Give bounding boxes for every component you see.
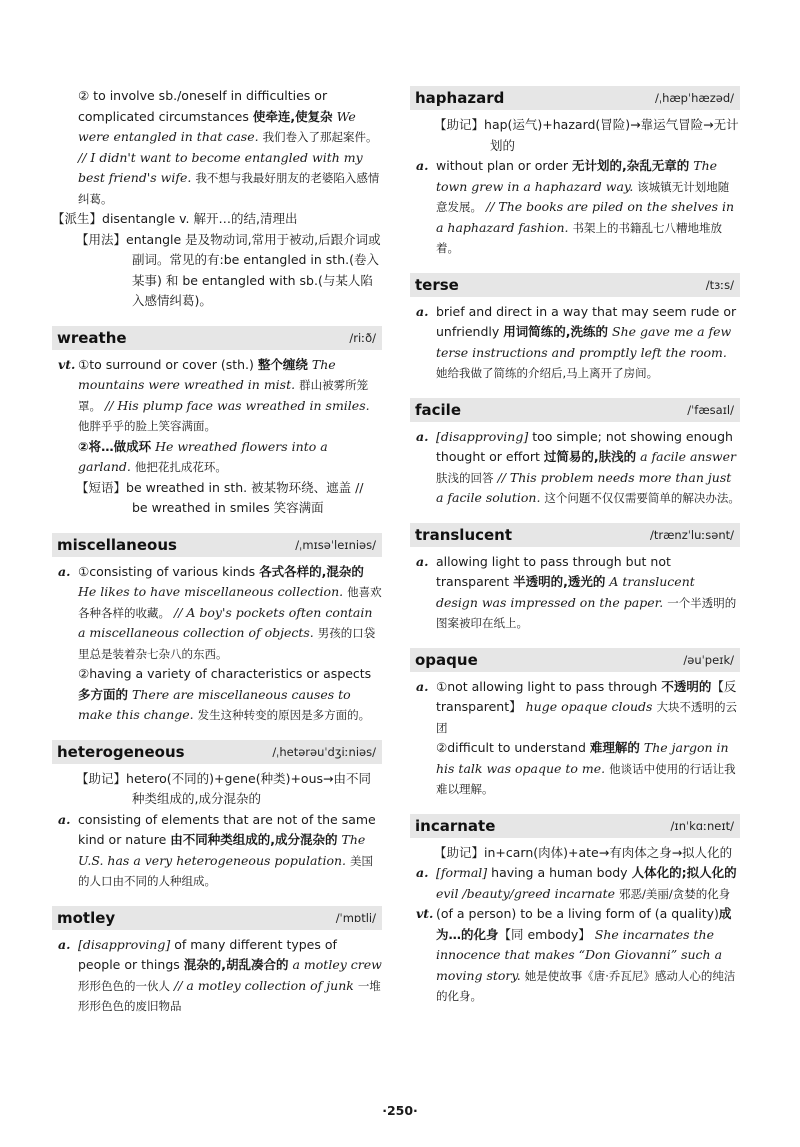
sense-text [410, 677, 740, 739]
entry-opaque [410, 648, 740, 800]
usage-text: entangle 是及物动词,常用于被动,后跟介词或副词。常见的有:be entangled in sth.(卷入某事) 和 be entangled with sb.(与某人陷入感情纠葛)。 [126, 231, 381, 308]
headword: motley [57, 908, 116, 927]
example-zh: 他胖乎乎的脸上笑容满面。 [78, 419, 216, 433]
part-of-speech: a. [58, 936, 71, 952]
example-zh: 这个问题不仅仅需要简单的解决办法。 [544, 491, 740, 505]
headword: incarnate [415, 816, 496, 835]
memo-line [410, 115, 740, 156]
sense-text [52, 810, 382, 892]
usage-label: [disapproving] [436, 428, 529, 444]
definition: (of a person) to be a living form of (a quality) [436, 906, 719, 921]
example-zh: 该城镇无计划地随意发展。 [436, 179, 730, 214]
example: A translucent design was impressed on the paper. [436, 574, 695, 610]
memo-text: hetero(不同的)+gene(种类)+ous→由不同种类组成的,成分混杂的 [126, 770, 371, 806]
usage-line [52, 230, 382, 312]
example-zh: 书架上的书籍乱七八糟地堆放着。 [436, 220, 722, 255]
part-of-speech: a. [416, 428, 429, 444]
definition-zh: 过简易的,肤浅的 [543, 449, 637, 464]
definition-zh: 多方面的 [78, 686, 129, 702]
example: He likes to have miscellaneous collection. [78, 584, 344, 599]
example-zh: 形形色色的一伙人 [78, 978, 170, 993]
sense-text: a. [disapproving] of many different types of people or things 混杂的,胡乱凑合的 a motley crew 形形色色的一伙人 // a motley collection of junk 一堆形形色色的废旧物品 [58, 936, 382, 1013]
definition: having a human body [491, 865, 628, 880]
right-column [410, 86, 740, 1021]
example-zh: 我们卷入了那起案件。 [262, 130, 378, 144]
example: She gave me a few terse instructions and promptly left the room. [436, 324, 732, 360]
definition: allowing light to pass through but not transparent [436, 553, 671, 589]
entry-motley [52, 906, 382, 1017]
example-zh: 他把花扎成花环。 [134, 460, 227, 474]
definition-zh: 各式各样的,混杂的 [259, 563, 364, 579]
sense-text: vt. ①to surround or cover (sth.) 整个缠绕 The mountains were wreathed in mist. 群山被雾所笼罩。 // His plump face was wreathed in smiles. 他胖乎乎的脸上笑容满面。 [58, 356, 370, 433]
definition-zh: 整个缠绕 [257, 356, 308, 372]
headword-bar [410, 273, 740, 297]
definition-zh: 人体化的;拟人化的 [631, 865, 737, 880]
headword-bar [52, 326, 382, 350]
definition: ②difficult to understand [436, 740, 586, 755]
derived-line [52, 209, 382, 230]
headword-bar [410, 523, 740, 547]
example-zh: 他谈话中使用的行话让我难以理解。 [436, 761, 736, 796]
definition: consisting of elements that are not of the same kind or nature [78, 811, 376, 847]
headword: haphazard [415, 89, 505, 107]
synonym: 【同 embody】 [498, 926, 591, 942]
example-zh: 她是使故事《唐·乔瓦尼》感动人心的纯洁的化身。 [436, 968, 736, 1003]
example: a facile answer [640, 449, 736, 464]
headword: translucent [415, 525, 513, 544]
headword-bar [52, 906, 382, 930]
phrase-text: be wreathed in sth. 被某物环绕、遮盖 // be wreathed in smiles 笑容满面 [126, 479, 364, 515]
derived-text: disentangle v. 解开…的结,清理出 [102, 211, 298, 226]
sense-text [410, 904, 740, 1007]
pronunciation: /ɪnˈkɑːneɪt/ [670, 818, 734, 833]
phrase-tag: 【短语】 [76, 479, 127, 495]
definition: ②having a variety of characteristics or aspects [78, 666, 372, 681]
example: The mountains were wreathed in mist. [78, 356, 336, 392]
entry-miscellaneous [52, 533, 382, 726]
example: He wreathed flowers into a garland. [78, 438, 328, 474]
part-of-speech: a. [416, 303, 429, 319]
headword: heterogeneous [57, 742, 185, 761]
definition-zh: 用词简练的,洗练的 [503, 324, 609, 339]
entry-facile [410, 398, 740, 509]
page-number: ·250· [382, 1103, 418, 1118]
example-zh: 大块不透明的云团 [436, 700, 737, 735]
example-zh: 一个半透明的图案被印在纸上。 [436, 595, 737, 630]
left-column [52, 86, 382, 1031]
example: a motley crew [292, 957, 382, 972]
example: There are miscellaneous causes to make this change. [78, 686, 351, 722]
definition: ② to involve sb./oneself in difficulties or complicated circumstances [78, 88, 328, 124]
part-of-speech: vt. [58, 356, 76, 372]
pronunciation: /tɜːs/ [705, 277, 734, 292]
headword-bar [410, 814, 740, 838]
part-of-speech: a. [416, 678, 429, 694]
entry-entangle-continued [52, 86, 382, 312]
example-zh: 邪恶/美丽/贪婪的化身 [618, 886, 731, 901]
pronunciation: /ˌhæpˈhæzəd/ [655, 91, 734, 105]
sense-text [410, 302, 740, 384]
definition: ①to surround or cover (sth.) [78, 356, 254, 372]
headword-bar [410, 398, 740, 422]
pronunciation: /trænzˈluːsənt/ [650, 527, 734, 542]
headword: miscellaneous [57, 535, 177, 554]
part-of-speech: a. [416, 553, 429, 569]
pronunciation: /ˈfæsaɪl/ [687, 402, 734, 417]
definition-zh: 半透明的,透光的 [513, 574, 606, 589]
example: evil /beauty/greed incarnate [436, 885, 615, 901]
headword-bar [410, 648, 740, 672]
definition-zh: 不透明的 [661, 678, 712, 694]
part-of-speech: a. [58, 563, 71, 579]
example: A boy's pockets often contain a miscellaneous collection of objects. [78, 604, 373, 640]
memo-tag: 【助记】 [434, 844, 485, 860]
pronunciation: /ˌhetərəuˈdʒiːniəs/ [272, 744, 376, 759]
sense-text [410, 552, 740, 634]
pronunciation: /ˌmɪsəˈleɪniəs/ [295, 537, 376, 552]
example: a motley collection of junk [186, 977, 354, 993]
definition: of many different types of people or things [78, 936, 337, 972]
example: huge opaque clouds [525, 699, 653, 714]
headword: wreathe [57, 328, 127, 347]
memo-tag: 【助记】 [76, 770, 127, 786]
sense-text [52, 437, 382, 478]
entry-translucent [410, 523, 740, 634]
example: His plump face was wreathed in smiles. [117, 397, 370, 413]
pronunciation: /əuˈpeɪk/ [683, 652, 734, 667]
example: I didn't want to become entangled with my best friend's wife. [78, 149, 363, 185]
definition: without plan or order [436, 158, 569, 173]
example: The jargon in his talk was opaque to me. [436, 740, 729, 776]
definition-zh: 难理解的 [589, 740, 640, 755]
sense-text [410, 863, 740, 904]
usage-label: [disapproving] [78, 936, 171, 952]
example-zh: 我不想与我最好朋友的老婆陷入感情纠葛。 [78, 171, 380, 206]
pronunciation: /riːð/ [349, 330, 376, 345]
definition-zh: 混杂的,胡乱凑合的 [183, 957, 289, 972]
headword: facile [415, 400, 461, 419]
definition-zh: 由不同种类组成的,成分混杂的 [170, 832, 338, 847]
entry-wreathe [52, 326, 382, 519]
definition: ①consisting of various kinds [78, 563, 256, 579]
sense-text [52, 664, 382, 726]
example-zh: 群山被雾所笼罩。 [78, 378, 369, 413]
example: This problem needs more than just a facile solution. [436, 469, 732, 505]
example-zh: 男孩的口袋里总是装着杂七杂八的东西。 [78, 626, 376, 661]
headword: opaque [415, 650, 478, 669]
example-zh: 发生这种转变的原因是多方面的。 [197, 708, 371, 722]
part-of-speech: a. [416, 158, 429, 173]
part-of-speech: a. [416, 865, 429, 880]
antonym: 【反 transparent】 [436, 678, 737, 714]
entry-terse [410, 273, 740, 384]
sense-text [410, 738, 740, 800]
sense-text [52, 86, 382, 209]
phrase-line [52, 478, 382, 519]
definition: brief and direct in a way that may seem rude or unfriendly [436, 303, 737, 339]
entry-incarnate [410, 814, 740, 1007]
definition-zh: 无计划的,杂乱无章的 [572, 158, 690, 173]
example-zh: 她给我做了简练的介绍后,马上离开了房间。 [436, 366, 659, 380]
part-of-speech: a. [58, 811, 71, 827]
example-zh: 一堆形形色色的废旧物品 [78, 978, 381, 1013]
example: She incarnates the innocence that makes “Don Giovanni” such a moving story. [436, 926, 723, 983]
example: The town grew in a haphazard way. [436, 158, 718, 194]
sense-text: a. without plan or order 无计划的,杂乱无章的 The town grew in a haphazard way. 该城镇无计划地随意发展。 // The books are piled on the shelves in a haphazard fashion. 书架上的书籍乱七八糟地堆放着。 [416, 158, 735, 255]
definition: too simple; not showing enough thought or effort [436, 428, 733, 464]
memo-text: hap(运气)+hazard(冒险)→靠运气冒险→无计划的 [484, 117, 739, 153]
headword-bar [52, 533, 382, 557]
memo-tag: 【助记】 [434, 117, 485, 132]
separator: // [78, 149, 91, 165]
definition-zh: 使牵连,使复杂 [252, 108, 333, 124]
part-of-speech: vt. [416, 906, 434, 921]
headword-bar [52, 740, 382, 764]
entry-heterogeneous [52, 740, 382, 892]
sense-text: a. [disapproving] too simple; not showing enough thought or effort 过简易的,肤浅的 a facile answer 肤浅的回答 // This problem needs more than just a facile solution. 这个问题不仅仅需要简单的解决办法。 [416, 428, 740, 505]
example: The U.S. has a very heterogeneous population. [78, 832, 366, 868]
example: We were entangled in that case. [78, 108, 356, 144]
definition-zh: 成为…的化身 [436, 906, 732, 942]
pronunciation: /ˈmɒtli/ [335, 910, 376, 925]
headword: terse [415, 275, 459, 294]
derived-tag: 【派生】 [52, 211, 103, 226]
headword-bar [410, 86, 740, 110]
sense-text: a. ①consisting of various kinds 各式各样的,混杂的 He likes to have miscellaneous collection. 他喜欢各种各样的收藏。 // A boy's pockets often contain a miscellaneous collection of objects. 男孩的口袋里总是装着杂七杂八的东西。 [58, 563, 382, 661]
example: The books are piled on the shelves in a haphazard fashion. [436, 199, 735, 235]
memo-text: in+carn(肉体)+ate→有肉体之身→拟人化的 [484, 844, 733, 860]
usage-label: [formal] [436, 865, 488, 880]
memo-line [410, 843, 740, 864]
example-zh: 美国的人口由不同的人种组成。 [78, 853, 373, 888]
usage-tag: 【用法】 [76, 231, 127, 247]
example-zh: 他喜欢各种各样的收藏。 [78, 585, 382, 620]
entry-haphazard [410, 86, 740, 259]
example-zh: 肤浅的回答 [436, 470, 494, 485]
memo-line [52, 769, 382, 810]
definition-zh: ②将…做成环 [78, 438, 152, 454]
definition: ①not allowing light to pass through [436, 678, 658, 694]
